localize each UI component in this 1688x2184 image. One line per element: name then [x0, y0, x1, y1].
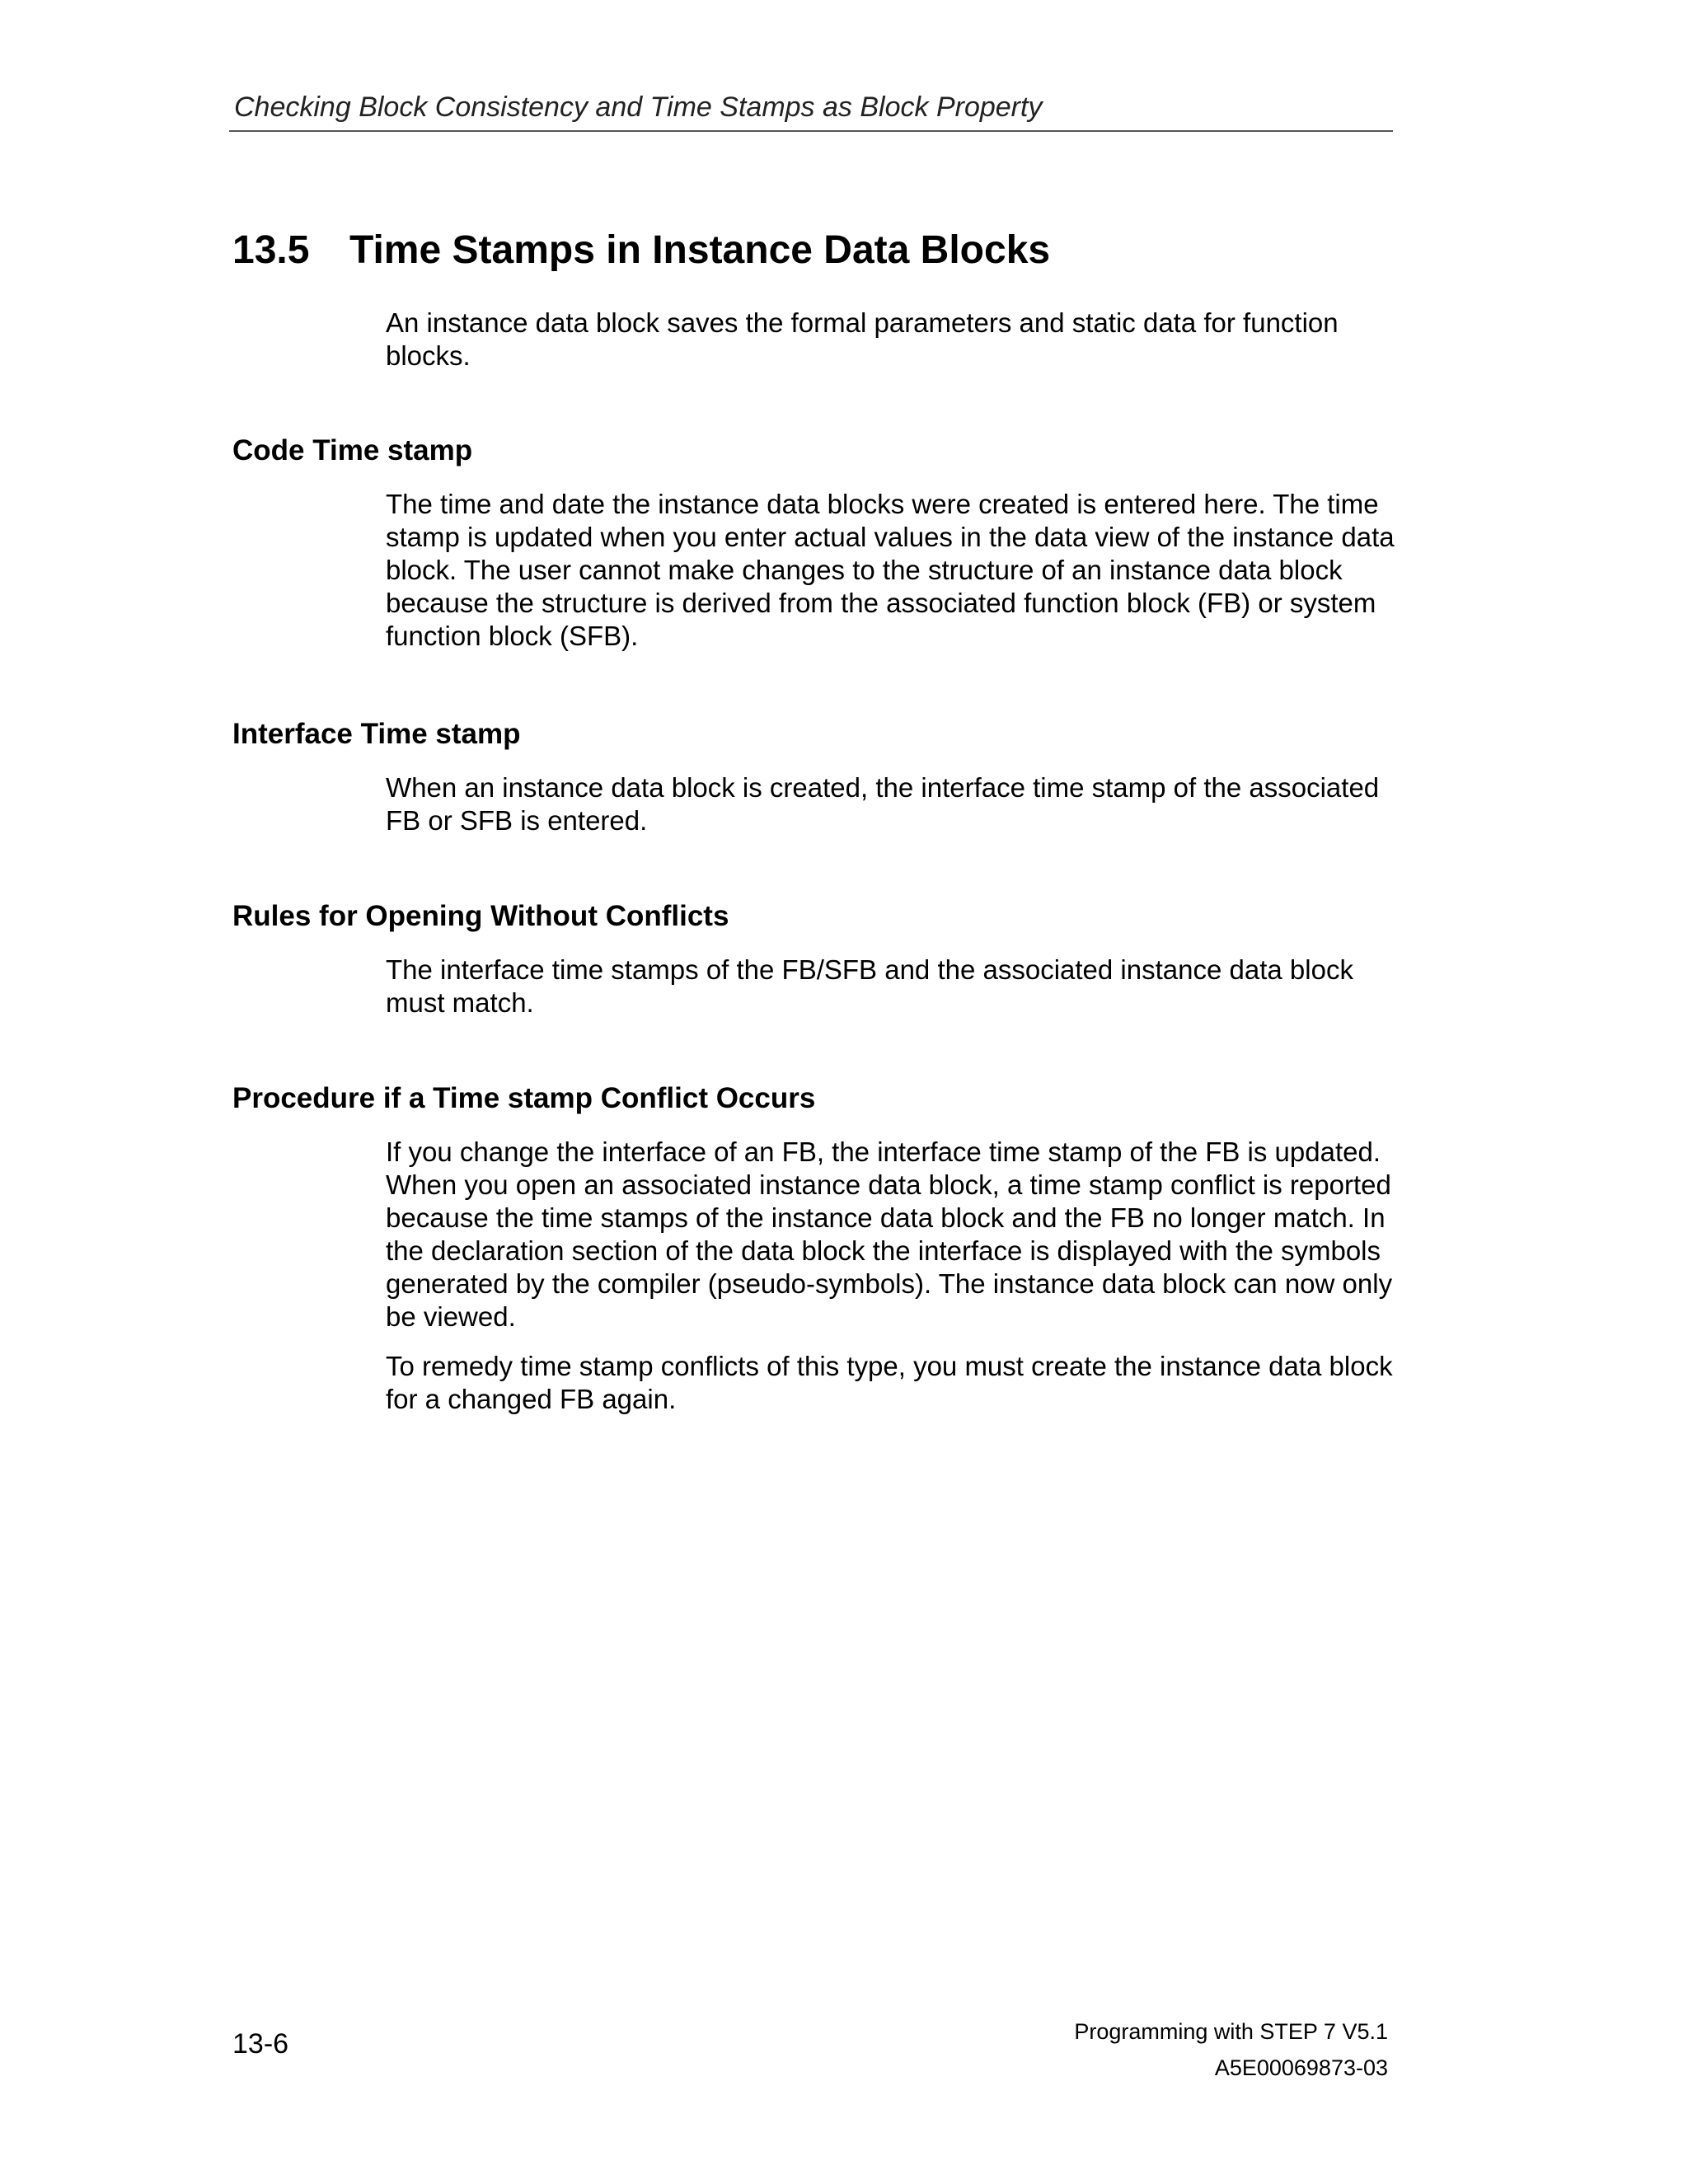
- paragraph: To remedy time stamp conflicts of this type, you must create the instance data block for a changed FB again.: [386, 1351, 1393, 1414]
- section-title-text: Time Stamps in Instance Data Blocks: [349, 228, 1051, 272]
- subsection-body-code-time-stamp: [386, 488, 1408, 653]
- page-number: 13-6: [232, 2028, 289, 2060]
- paragraph: The time and date the instance data blocks were created is entered here. The time stamp is updated when you enter actual values in the data view of the instance data block. The user cannot make changes to the structure of an instance data block because the structure is derived from the associated function block (FB) or system function block (SFB).: [386, 489, 1395, 651]
- manual-title: Programming with STEP 7 V5.1: [1074, 2019, 1388, 2044]
- subsection-heading-code-time-stamp: Code Time stamp: [232, 434, 473, 466]
- subsection-heading-procedure: Procedure if a Time stamp Conflict Occurs: [232, 1082, 816, 1114]
- subsection-body-rules: [386, 954, 1408, 1019]
- subsection-heading-interface-time-stamp: Interface Time stamp: [232, 718, 521, 750]
- document-id: A5E00069873-03: [1214, 2055, 1388, 2080]
- intro-paragraph: An instance data block saves the formal parameters and static data for function blocks.: [386, 307, 1339, 371]
- subsection-body-interface-time-stamp: [386, 771, 1408, 837]
- section-title: [232, 226, 1050, 275]
- subsection-heading-rules: Rules for Opening Without Conflicts: [232, 900, 729, 932]
- section-intro: [386, 307, 1408, 373]
- paragraph: When an instance data block is created, the interface time stamp of the associated FB or SFB is entered.: [386, 772, 1380, 836]
- section-number: 13.5: [232, 228, 310, 272]
- paragraph: The interface time stamps of the FB/SFB and the associated instance data block must match.: [386, 954, 1353, 1018]
- subsection-body-procedure: [386, 1136, 1408, 1416]
- paragraph: If you change the interface of an FB, the interface time stamp of the FB is updated. When you open an associated instance data block, a time stamp conflict is reported because the time stamps of the instance data block and the FB no longer match. In the declaration section of the data block the interface is displayed with the symbols generated by the compiler (pseudo-symbols). The instance data block can now only be viewed.: [386, 1137, 1393, 1332]
- page-header: [229, 89, 1393, 132]
- running-title: Checking Block Consistency and Time Stamps as Block Property: [234, 91, 1043, 123]
